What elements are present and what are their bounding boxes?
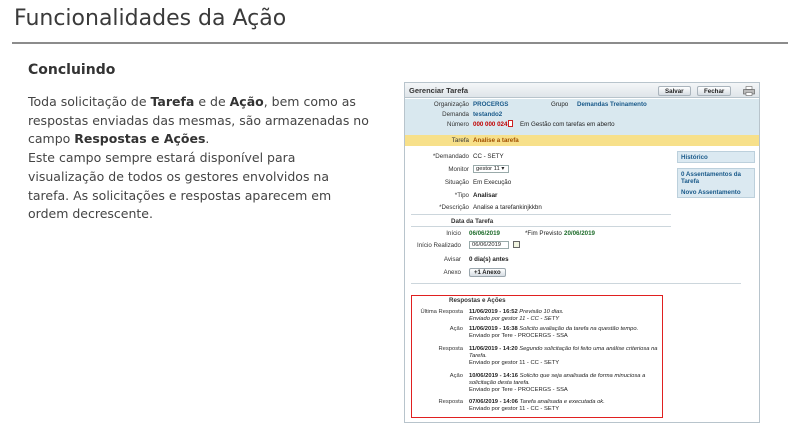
- historico-link[interactable]: Histórico: [681, 154, 708, 161]
- anexo-label: Anexo: [443, 269, 461, 276]
- numero-status: Em Gestão com tarefas em aberto: [520, 121, 615, 128]
- situacao-label: Situação: [444, 179, 469, 186]
- avisar-value: 0 dia(s) antes: [469, 256, 509, 263]
- resposta-entry: [469, 399, 659, 413]
- data-tarefa-title: Data da Tarefa: [451, 218, 494, 225]
- resposta-date: 11/06/2019 - 14:20: [469, 346, 518, 352]
- body-paragraph: [28, 93, 373, 224]
- paragraph-bold-acao: Ação: [229, 94, 264, 109]
- paragraph-text-3: , bem como as respostas enviadas das mesmas, são armazenadas no campo: [28, 94, 369, 147]
- paragraph-text-4: .: [205, 131, 210, 147]
- descricao-label: *Descrição: [439, 204, 469, 211]
- inicio-realizado-input[interactable]: 06/06/2019: [469, 241, 509, 249]
- demandado-value: CC - SETY: [473, 153, 504, 160]
- numero-label: Número: [446, 121, 469, 128]
- title-divider: [12, 42, 788, 44]
- monitor-label: Monitor: [448, 166, 469, 173]
- historico-box[interactable]: [677, 151, 755, 163]
- resposta-entry: [469, 309, 659, 323]
- calendar-icon[interactable]: [513, 241, 520, 248]
- monitor-select[interactable]: gestor 11 ▾: [473, 165, 509, 173]
- resposta-label: Ação: [449, 373, 463, 379]
- document-icon[interactable]: [508, 120, 513, 127]
- resposta-label: Resposta: [438, 346, 463, 352]
- situacao-value: Em Execução: [473, 179, 512, 186]
- paragraph-bold-tarefa: Tarefa: [150, 94, 195, 109]
- resposta-sender: Enviado por gestor 11 - CC - SETY: [469, 316, 560, 322]
- demanda-value[interactable]: testando2: [473, 111, 503, 118]
- organizacao-value: PROCERGS: [473, 101, 509, 108]
- grupo-label: Grupo: [551, 101, 569, 108]
- tarefa-label: Tarefa: [451, 137, 469, 144]
- section-divider: [411, 226, 671, 227]
- tipo-value: Analisar: [473, 192, 498, 199]
- save-button[interactable]: Salvar: [658, 86, 691, 96]
- resposta-sender: Enviado por gestor 11 - CC - SETY: [469, 406, 560, 412]
- resposta-entry: [469, 373, 659, 394]
- inicio-realizado-label: Início Realizado: [416, 242, 461, 249]
- resposta-text: Solicito que seja analisada de forma minuciosa a solicitação desta tarefa.: [469, 373, 646, 386]
- numero-value: 000 000 024: [473, 121, 508, 128]
- inicio-label: Início: [446, 230, 461, 237]
- resposta-sender: Enviado por Tere - PROCERGS - SSA: [469, 333, 568, 339]
- demanda-label: Demanda: [442, 111, 469, 118]
- panel-header: [405, 83, 759, 98]
- resposta-label: Última Resposta: [420, 309, 463, 315]
- resposta-label: Ação: [449, 326, 463, 332]
- paragraph-text-2: e de: [194, 94, 230, 109]
- resposta-entry: [469, 326, 659, 340]
- tarefa-value: Analise a tarefa: [473, 137, 519, 144]
- fim-previsto-value: 20/06/2019: [564, 230, 595, 237]
- section-divider: [411, 214, 671, 215]
- grupo-value: Demandas Treinamento: [577, 101, 647, 108]
- descricao-value: Analise a tarefankinjkkbn: [473, 204, 542, 211]
- tipo-label: *Tipo: [454, 192, 469, 199]
- printer-icon[interactable]: [743, 86, 755, 96]
- close-button[interactable]: Fechar: [697, 86, 731, 96]
- paragraph-bold-respostas: Respostas e Ações: [74, 131, 206, 147]
- organizacao-label: Organização: [433, 101, 469, 108]
- resposta-date: 11/06/2019 - 16:38: [469, 326, 518, 332]
- add-anexo-button[interactable]: +1 Anexo: [469, 268, 506, 277]
- section-title: Concluindo: [28, 62, 116, 78]
- fim-previsto-label: *Fim Previsto: [525, 230, 562, 237]
- resposta-text: Tarefa analisada e executada ok.: [519, 399, 605, 405]
- paragraph-text-1: Toda solicitação de: [28, 94, 151, 109]
- section-divider: [411, 283, 741, 284]
- page-title: Funcionalidades da Ação: [14, 6, 287, 31]
- gerenciar-tarefa-screenshot: [404, 82, 760, 423]
- resposta-label: Resposta: [438, 399, 463, 405]
- resposta-date: 10/06/2019 - 14:16: [469, 373, 518, 379]
- assentamentos-link[interactable]: 0 Assentamentos da Tarefa: [681, 171, 741, 185]
- resposta-date: 07/06/2019 - 14:06: [469, 399, 518, 405]
- respostas-acoes-title: Respostas e Ações: [449, 297, 506, 304]
- demandado-label: *Demandado: [432, 153, 469, 160]
- resposta-date: 11/06/2019 - 16:52: [469, 309, 518, 315]
- panel-title: Gerenciar Tarefa: [409, 86, 469, 95]
- resposta-text: Previsão 10 dias.: [519, 309, 564, 315]
- inicio-value: 06/06/2019: [469, 230, 500, 237]
- resposta-text: Solicito avaliação da tarefa na questão tempo.: [519, 326, 639, 332]
- resposta-entry: [469, 346, 659, 367]
- resposta-sender: Enviado por gestor 11 - CC - SETY: [469, 360, 560, 366]
- assentamentos-box: [677, 168, 755, 198]
- monitor-select-value: gestor 11: [476, 166, 500, 172]
- resposta-sender: Enviado por Tere - PROCERGS - SSA: [469, 387, 568, 393]
- novo-assentamento-link[interactable]: Novo Assentamento: [681, 189, 741, 196]
- avisar-label: Avisar: [443, 256, 461, 263]
- paragraph-text-5: Este campo sempre estará disponível para visualização de todos os gestores envolvidos na tarefa. As solicitações e respostas aparecem em ordem decrescente.: [28, 150, 332, 222]
- resposta-text: Segundo solicitação foi feito uma análise criteriosa na Tarefa.: [469, 346, 658, 359]
